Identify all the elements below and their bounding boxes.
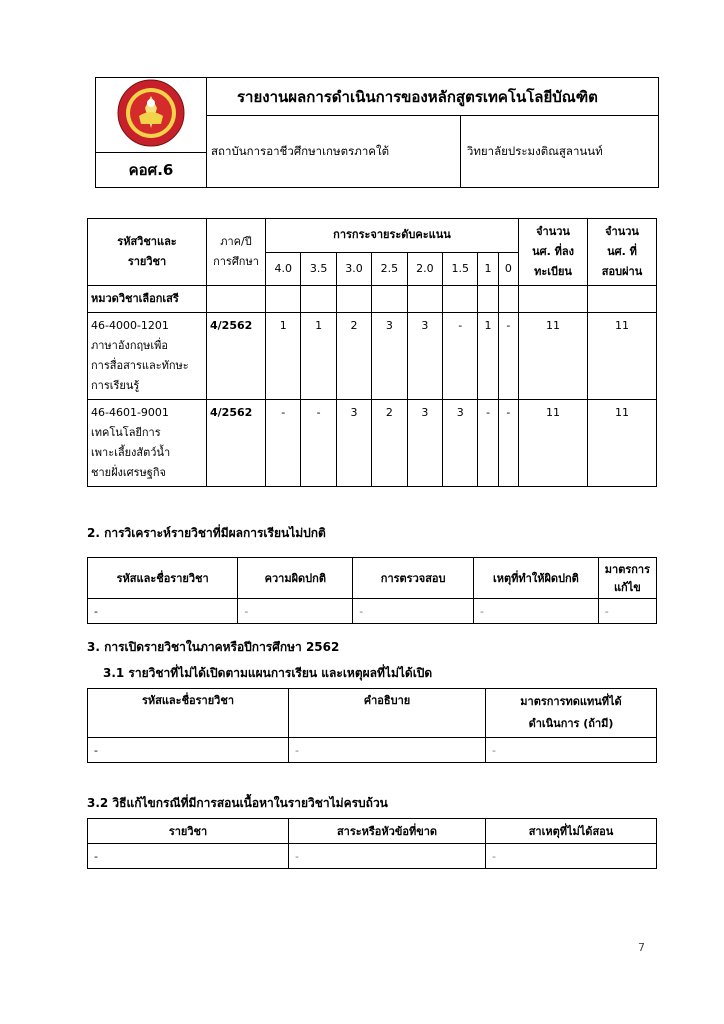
table-cell: - xyxy=(486,844,657,869)
section-3-2-title: 3.2 วิธีแก้ไขกรณีที่มีการสอนเนื้อหาในรายวิชาไม่ครบถ้วน xyxy=(87,796,388,810)
col-term-header: ภาค/ปี การศึกษา xyxy=(207,219,266,286)
table-header: คำอธิบาย xyxy=(289,689,486,738)
report-title: รายงานผลการดำเนินการของหลักสูตรเทคโนโลยีบัณฑิต xyxy=(207,78,659,116)
col-passed-header: จำนวน นศ. ที่ สอบผ่าน xyxy=(588,219,657,286)
table-cell: - xyxy=(289,844,486,869)
table-row xyxy=(88,738,657,763)
grade-cell: - xyxy=(443,313,478,400)
course-cell: 46-4601-9001 เทคโนโลยีการ เพาะเลี้ยงสัตว์น้ำ ชายฝั่งเศรษฐกิจ xyxy=(88,400,207,487)
table-cell: - xyxy=(353,599,474,624)
group-row xyxy=(88,286,657,313)
col-enrolled-header: จำนวน นศ. ที่ลง ทะเบียน xyxy=(519,219,588,286)
grade-cell: - xyxy=(498,400,518,487)
grade-cell: - xyxy=(498,313,518,400)
table-header: การตรวจสอบ xyxy=(353,558,474,599)
grade-cell: 3 xyxy=(443,400,478,487)
table-cell: - xyxy=(238,599,353,624)
logo-cell xyxy=(96,78,207,153)
passed-cell: 11 xyxy=(588,313,657,400)
page-number: 7 xyxy=(638,941,645,954)
grade-header: 0 xyxy=(498,252,518,286)
grade-header: 4.0 xyxy=(266,252,301,286)
table-header: เหตุที่ทำให้ผิดปกติ xyxy=(474,558,599,599)
section-3-1-title: 3.1 รายวิชาที่ไม่ได้เปิดตามแผนการเรียน และเหตุผลที่ไม่ได้เปิด xyxy=(103,666,433,680)
table-cell: - xyxy=(474,599,599,624)
table-header: ความผิดปกติ xyxy=(238,558,353,599)
unopened-courses-table xyxy=(87,688,657,763)
table-row xyxy=(88,599,657,624)
grade-header: 2.0 xyxy=(407,252,442,286)
table-row xyxy=(88,844,657,869)
grade-distribution-header: การกระจายระดับคะแนน xyxy=(266,219,519,253)
table-row xyxy=(88,313,657,400)
grade-cell: - xyxy=(266,400,301,487)
table-header: สาระหรือหัวข้อที่ขาด xyxy=(289,819,486,844)
grade-cell: - xyxy=(478,400,498,487)
term-cell: 4/2562 xyxy=(207,313,266,400)
grade-cell: 1 xyxy=(301,313,336,400)
table-header: มาตรการทดแทนที่ได้ ดำเนินการ (ถ้ามี) xyxy=(486,689,657,738)
enrolled-cell: 11 xyxy=(519,400,588,487)
table-cell: - xyxy=(486,738,657,763)
grade-cell: 2 xyxy=(372,400,407,487)
grade-header: 3.0 xyxy=(336,252,371,286)
table-cell: - xyxy=(88,738,289,763)
term-cell: 4/2562 xyxy=(207,400,266,487)
col-course-header: รหัสวิชาและ รายวิชา xyxy=(88,219,207,286)
table-header: รหัสและชื่อรายวิชา xyxy=(88,558,238,599)
incomplete-content-table xyxy=(87,818,657,869)
table-cell: - xyxy=(289,738,486,763)
passed-cell: 11 xyxy=(588,400,657,487)
table-header: สาเหตุที่ไม่ได้สอน xyxy=(486,819,657,844)
grade-header: 1 xyxy=(478,252,498,286)
table-cell: - xyxy=(88,844,289,869)
table-header: รหัสและชื่อรายวิชา xyxy=(88,689,289,738)
grade-cell: 3 xyxy=(336,400,371,487)
table-row xyxy=(88,400,657,487)
group-label: หมวดวิชาเลือกเสรี xyxy=(88,286,207,313)
grade-header: 3.5 xyxy=(301,252,336,286)
grade-cell: 3 xyxy=(407,313,442,400)
section-3-title: 3. การเปิดรายวิชาในภาคหรือปีการศึกษา 2562 xyxy=(87,640,340,654)
grade-cell: 1 xyxy=(478,313,498,400)
course-cell: 46-4000-1201 ภาษาอังกฤษเพื่อ การสื่อสารและทักษะ การเรียนรู้ xyxy=(88,313,207,400)
grade-cell: 2 xyxy=(336,313,371,400)
grade-cell: 1 xyxy=(266,313,301,400)
form-code: คอศ.6 xyxy=(96,153,207,188)
college-name: วิทยาลัยประมงติณสูลานนท์ xyxy=(460,116,658,188)
report-header xyxy=(95,77,659,188)
grade-header: 2.5 xyxy=(372,252,407,286)
table-cell: - xyxy=(598,599,656,624)
table-header: รายวิชา xyxy=(88,819,289,844)
enrolled-cell: 11 xyxy=(519,313,588,400)
grade-header: 1.5 xyxy=(443,252,478,286)
vocational-education-emblem-icon xyxy=(112,78,190,148)
institute-name: สถาบันการอาชีวศึกษาเกษตรภาคใต้ xyxy=(207,116,461,188)
section-2-title: 2. การวิเคราะห์รายวิชาที่มีผลการเรียนไม่ปกติ xyxy=(87,526,326,540)
grade-cell: - xyxy=(301,400,336,487)
grade-cell: 3 xyxy=(372,313,407,400)
table-header: มาตรการแก้ไข xyxy=(598,558,656,599)
table-cell: - xyxy=(88,599,238,624)
grade-distribution-table xyxy=(87,218,657,487)
grade-cell: 3 xyxy=(407,400,442,487)
abnormal-results-table xyxy=(87,557,657,624)
